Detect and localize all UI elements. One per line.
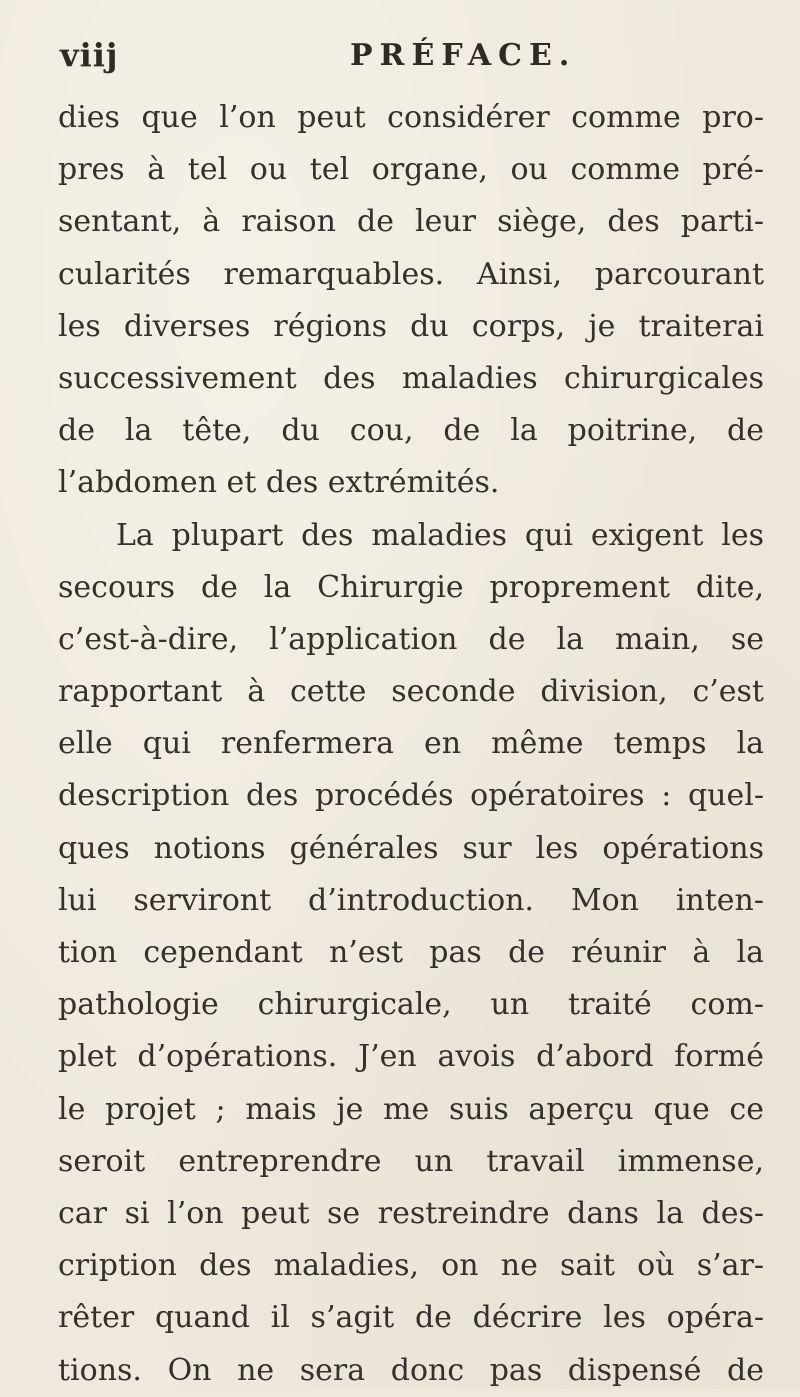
text-line: dies que l’on peut considérer comme pro- xyxy=(58,100,764,135)
text-line: seroit entreprendre un travail immense, xyxy=(58,1143,764,1179)
text-line: sentant, à raison de leur siège, des parti- xyxy=(58,204,764,240)
text-line: La plupart des maladies qui exigent les xyxy=(116,517,764,553)
body-text xyxy=(58,92,764,1397)
text-line: tions. On ne sera donc pas dispensé de xyxy=(58,1352,764,1388)
page-header xyxy=(60,36,760,82)
text-line: successivement des maladies chirurgicales xyxy=(58,360,764,396)
text-line: tion cependant n’est pas de réunir à la xyxy=(58,935,764,970)
text-line: cularités remarquables. Ainsi, parcourant xyxy=(58,256,764,292)
text-line: l’abdomen et des extrémités. xyxy=(58,465,500,501)
text-line: secours de la Chirurgie proprement dite, xyxy=(58,569,764,605)
text-line: pres à tel ou tel organe, ou comme pré- xyxy=(58,152,764,188)
text-line: le projet ; mais je me suis aperçu que ce xyxy=(58,1091,764,1127)
text-line: pathologie chirurgicale, un traité com- xyxy=(58,987,764,1023)
text-line: rapportant à cette seconde division, c’est xyxy=(58,674,764,710)
text-line: cription des maladies, on ne sait où s’ar- xyxy=(58,1248,764,1284)
text-line: rêter quand il s’agit de décrire les opéra- xyxy=(58,1300,764,1336)
text-line: car si l’on peut se restreindre dans la des- xyxy=(58,1195,764,1231)
text-line: description des procédés opératoires : quel- xyxy=(58,778,764,814)
text-line: lui serviront d’introduction. Mon inten- xyxy=(58,882,764,918)
text-line: c’est-à-dire, l’application de la main, se xyxy=(58,621,764,657)
text-line: plet d’opérations. J’en avois d’abord formé xyxy=(58,1039,764,1075)
text-line: de la tête, du cou, de la poitrine, de xyxy=(58,413,764,449)
text-line: ques notions générales sur les opérations xyxy=(58,830,764,866)
text-line: les diverses régions du corps, je traiterai xyxy=(58,308,764,344)
text-line: elle qui renfermera en même temps la xyxy=(58,726,764,762)
page-number: viij xyxy=(60,36,119,74)
running-title: PRÉFACE. xyxy=(350,38,577,73)
